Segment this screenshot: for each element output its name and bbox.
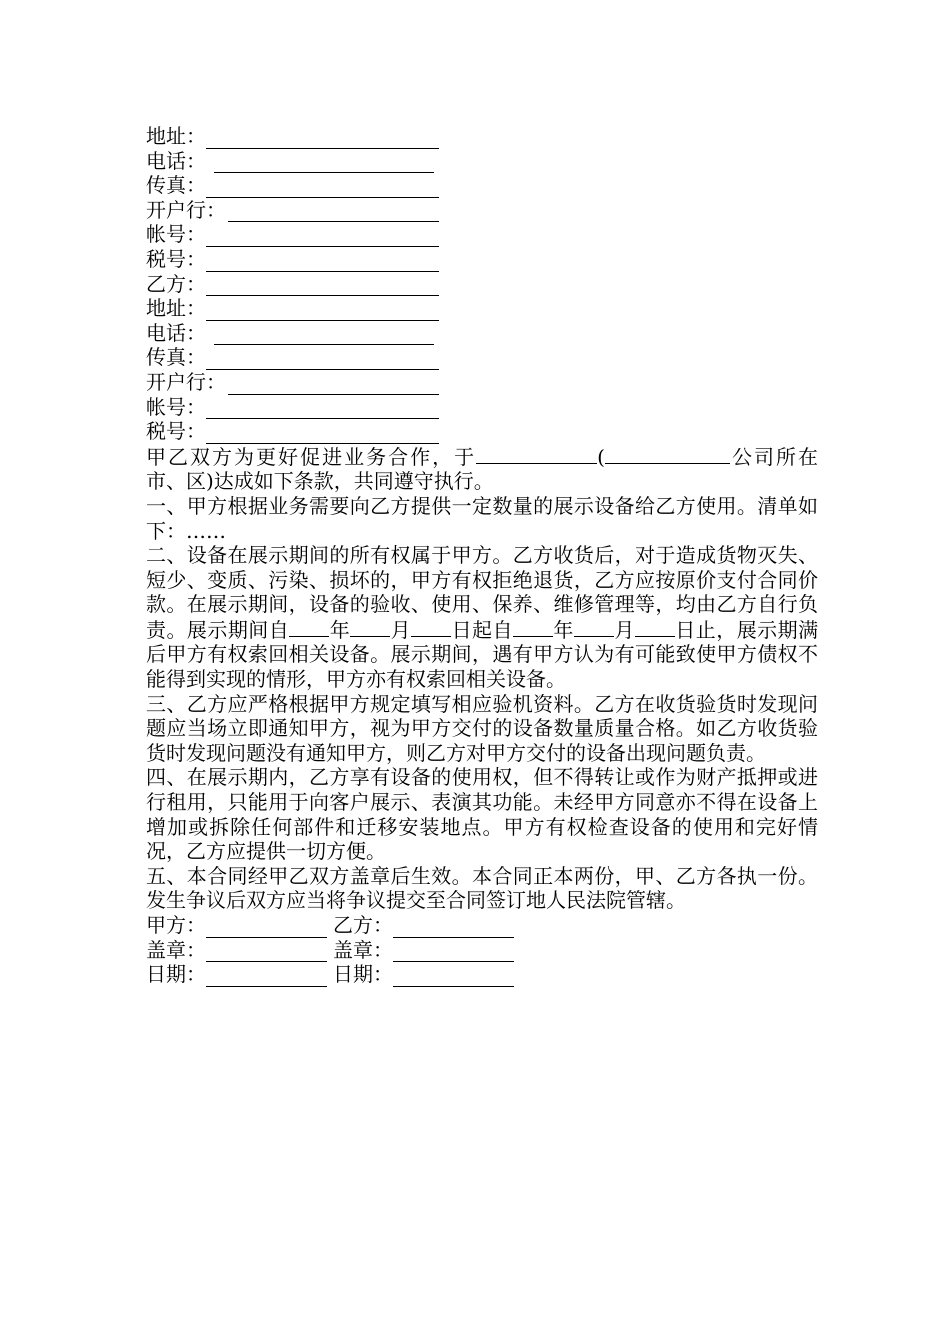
party-a-phone-blank[interactable] [214,153,434,173]
party-b-fax-row [146,345,818,370]
clause-2 [146,543,818,692]
end-day-blank[interactable] [635,617,675,637]
party-a-account-row [146,222,818,247]
sig-party-b-label: 乙方： [333,913,393,937]
clause-5: 五、本合同经甲乙双方盖章后生效。本合同正本两份，甲、乙方各执一份。发生争议后双方应当将争议提交至合同签订地人民法院管辖。 [146,863,818,913]
intro-date-blank[interactable] [476,444,597,464]
party-b-tax-label: 税号： [146,419,206,444]
party-a-fax-row [146,173,818,198]
party-b-account-row [146,395,818,420]
sig-seal-b-blank[interactable] [393,942,514,962]
party-a-account-blank[interactable] [206,227,439,247]
clause-1: 一、甲方根据业务需要向乙方提供一定数量的展示设备给乙方使用。清单如下：…… [146,493,818,543]
sig-party-b-blank[interactable] [393,918,514,938]
start-year-blank[interactable] [289,617,329,637]
party-b-fax-label: 传真： [146,345,206,370]
clause-2-text: 二、设备在展示期间的所有权属于甲方。乙方收货后，对于造成货物灭失、短少、变质、污染、损坏的，甲方有权拒绝退货，乙方应按原价支付合同价款。在展示期间，设备的验收、使用、保养、维修管理等，均由乙方自行负责。展示期间自 [146,543,818,642]
end-month-label: 月 [613,617,635,642]
sig-date-a-blank[interactable] [206,967,327,987]
party-b-address-label: 地址： [146,296,206,321]
sig-date-b-label: 日期： [333,962,393,987]
party-b-phone-row [146,321,818,346]
start-day-label: 日起自 [451,617,513,642]
intro-company-blank[interactable] [605,444,730,464]
signature-party-row [146,913,818,938]
party-a-tax-row [146,247,818,272]
intro-text-2: ( [597,444,605,469]
party-a-address-blank[interactable] [206,129,439,149]
party-a-fax-label: 传真： [146,173,206,198]
end-year-label: 年 [552,617,574,642]
sig-date-b-blank[interactable] [393,967,514,987]
party-b-tax-blank[interactable] [206,424,439,444]
intro-text-3: 公司所在市、区)达成如下条款，共同遵守执行。 [146,444,819,494]
sig-seal-a-blank[interactable] [206,942,327,962]
sig-seal-b-label: 盖章： [333,937,393,962]
clause-4: 四、在展示期内，乙方享有设备的使用权，但不得转让或作为财产抵押或进行租用，只能用于向客户展示、表演其功能。未经甲方同意亦不得在设备上增加或拆除任何部件和迁移安装地点。甲方有权检查设备的使用和完好情况，乙方应提供一切方便。 [146,765,818,864]
party-b-name-blank[interactable] [206,276,439,296]
clause-3: 三、乙方应严格根据甲方规定填写相应验机资料。乙方在收货验货时发现问题应当场立即通知甲方，视为甲方交付的设备数量质量合格。如乙方收货验货时发现问题没有通知甲方，则乙方对甲方交付的设备出现问题负责。 [146,691,818,765]
party-b-name-label: 乙方： [146,271,206,296]
party-a-address-row [146,124,818,149]
start-day-blank[interactable] [411,617,451,637]
party-a-phone-label: 电话： [146,148,206,173]
party-b-phone-label: 电话： [146,320,206,345]
party-b-phone-blank[interactable] [214,325,434,345]
party-b-bank-blank[interactable] [228,375,439,395]
party-a-bank-row [146,198,818,223]
party-a-account-label: 帐号： [146,222,206,247]
end-day-text: 日止，展示期满后甲方有权索回相关设备。展示期间，遇有甲方认为有可能致使甲方债权不能得到实现的情形，甲方亦有权索回相关设备。 [146,617,819,692]
start-month-label: 月 [390,617,412,642]
party-a-bank-blank[interactable] [228,202,439,222]
end-year-blank[interactable] [513,617,553,637]
party-b-address-row [146,296,818,321]
party-b-account-blank[interactable] [206,399,439,419]
party-a-address-label: 地址： [146,124,206,148]
start-month-blank[interactable] [350,617,390,637]
contract-page [146,124,818,987]
signature-date-row [146,962,818,987]
sig-date-a-label: 日期： [146,962,206,987]
party-a-tax-blank[interactable] [206,252,439,272]
party-a-tax-label: 税号： [146,246,206,271]
party-a-phone-row [146,149,818,174]
party-a-bank-label: 开户行： [146,197,226,222]
end-month-blank[interactable] [574,617,614,637]
signature-seal-row [146,938,818,963]
sig-seal-a-label: 盖章： [146,937,206,962]
party-b-account-label: 帐号： [146,394,206,419]
party-b-address-blank[interactable] [206,301,439,321]
intro-paragraph [146,444,818,494]
party-b-name-row [146,272,818,297]
intro-text-1: 甲乙双方为更好促进业务合作，于 [146,444,477,469]
start-year-label: 年 [329,617,351,642]
party-b-bank-label: 开户行： [146,369,226,394]
party-b-tax-row [146,419,818,444]
party-b-bank-row [146,370,818,395]
sig-party-a-label: 甲方： [146,913,206,937]
party-a-fax-blank[interactable] [206,178,439,198]
party-b-fax-blank[interactable] [206,350,439,370]
sig-party-a-blank[interactable] [206,918,327,938]
